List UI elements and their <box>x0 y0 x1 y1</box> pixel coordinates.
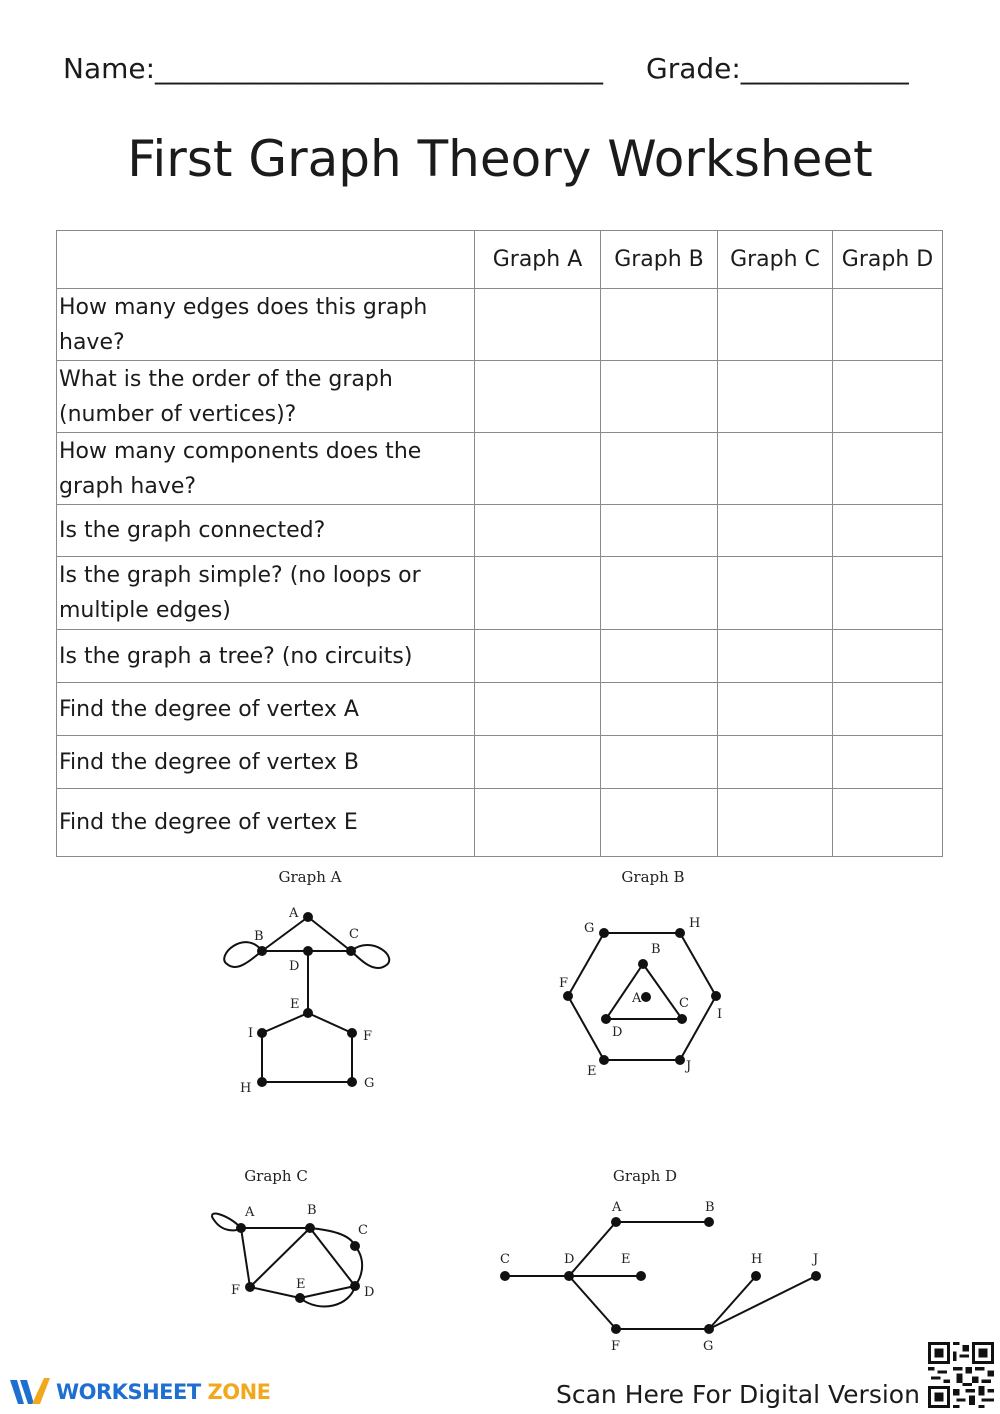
answer-cell-b[interactable] <box>601 289 718 361</box>
vertex-label: C <box>679 996 689 1011</box>
table-row <box>57 736 943 789</box>
vertex-label: G <box>584 921 595 936</box>
vertex <box>500 1271 510 1281</box>
question-cell <box>57 789 475 857</box>
column-header: Graph A <box>475 231 601 289</box>
edge <box>310 1228 355 1286</box>
answer-cell-b[interactable] <box>601 630 718 683</box>
question-line: How many edges does this graph <box>59 294 428 320</box>
vertex-label: D <box>564 1252 575 1267</box>
graph-b-title: Graph B <box>621 868 685 886</box>
vertex <box>257 1028 267 1038</box>
triangle-edges <box>606 964 682 1019</box>
logo-word-worksheet: WORKSHEET <box>56 1380 201 1404</box>
logo-wordmark <box>56 1380 271 1404</box>
edge <box>250 1287 300 1298</box>
loop-edge <box>224 942 262 967</box>
answer-cell-d[interactable] <box>833 630 943 683</box>
answer-cell-c[interactable] <box>718 557 833 630</box>
vertex-label: H <box>689 916 701 931</box>
graph-figures <box>0 856 1000 1354</box>
worksheet-zone-logo[interactable] <box>8 1376 271 1408</box>
question-cell <box>57 630 475 683</box>
answer-cell-d[interactable] <box>833 505 943 557</box>
answer-cell-b[interactable] <box>601 557 718 630</box>
vertex-label: E <box>587 1064 597 1079</box>
vertex <box>257 946 267 956</box>
pentagon-edges <box>262 1013 352 1082</box>
column-header: Graph B <box>601 231 718 289</box>
answer-cell-d[interactable] <box>833 789 943 857</box>
answer-cell-c[interactable] <box>718 505 833 557</box>
edge <box>569 1276 616 1329</box>
vertex <box>711 991 721 1001</box>
vertex <box>638 959 648 969</box>
edge <box>709 1276 816 1329</box>
question-cell <box>57 505 475 557</box>
answer-cell-c[interactable] <box>718 289 833 361</box>
edge <box>241 1228 250 1287</box>
answer-cell-b[interactable] <box>601 505 718 557</box>
vertex-label: H <box>751 1252 763 1267</box>
graph-a <box>224 917 389 1082</box>
vertex-label: B <box>307 1203 317 1218</box>
graph-d-title: Graph D <box>612 1167 678 1185</box>
graph-d <box>505 1222 819 1329</box>
vertex <box>611 1217 621 1227</box>
answer-cell-d[interactable] <box>833 736 943 789</box>
corner-cell <box>57 231 475 289</box>
question-line: Is the graph connected? <box>59 518 326 543</box>
vertex-label: E <box>621 1252 631 1267</box>
answer-cell-a[interactable] <box>475 630 601 683</box>
table-row <box>57 361 943 433</box>
vertex-label: C <box>358 1223 368 1238</box>
vertex <box>303 1008 313 1018</box>
vertex-label: A <box>245 1205 255 1220</box>
question-line: multiple edges) <box>59 598 231 623</box>
question-cell <box>57 433 475 505</box>
vertex-label: J <box>686 1059 692 1074</box>
vertex <box>636 1271 646 1281</box>
vertex <box>303 946 313 956</box>
answer-cell-c[interactable] <box>718 736 833 789</box>
question-line: graph have? <box>59 473 197 499</box>
vertex <box>257 1077 267 1087</box>
question-line: Is the graph simple? (no loops or <box>59 563 421 588</box>
vertex <box>675 1055 685 1065</box>
vertex <box>564 1271 574 1281</box>
vertex-label: C <box>349 927 359 942</box>
vertex-label: B <box>705 1200 715 1215</box>
table-row <box>57 630 943 683</box>
answer-cell-a[interactable] <box>475 789 601 857</box>
name-field-label: Name:________________________________ <box>63 52 604 85</box>
vertex <box>811 1271 821 1281</box>
vertex-label: D <box>289 959 300 974</box>
vertex-label: A <box>632 991 642 1006</box>
question-cell <box>57 361 475 433</box>
qr-code-icon[interactable] <box>928 1342 994 1408</box>
answer-cell-a[interactable] <box>475 505 601 557</box>
answer-cell-a[interactable] <box>475 557 601 630</box>
answer-cell-c[interactable] <box>718 630 833 683</box>
edge <box>308 917 351 951</box>
answer-cell-a[interactable] <box>475 361 601 433</box>
table-row <box>57 505 943 557</box>
vertex-label: G <box>364 1076 375 1091</box>
edge <box>300 1286 355 1298</box>
edge <box>709 1276 756 1329</box>
vertex-label: B <box>651 942 661 957</box>
vertex-label: E <box>290 997 300 1012</box>
question-line: Find the degree of vertex A <box>59 696 359 722</box>
edge <box>569 1222 616 1276</box>
vertex <box>236 1223 246 1233</box>
answer-cell-c[interactable] <box>718 683 833 736</box>
answer-cell-b[interactable] <box>601 433 718 505</box>
table-header-row <box>57 231 943 289</box>
answer-cell-a[interactable] <box>475 736 601 789</box>
vertex <box>704 1324 714 1334</box>
vertex <box>611 1324 621 1334</box>
question-cell <box>57 736 475 789</box>
vertex <box>347 1077 357 1087</box>
vertex <box>563 991 573 1001</box>
logo-word-zone: ZONE <box>207 1380 271 1404</box>
answer-cell-a[interactable] <box>475 683 601 736</box>
scan-instruction: Scan Here For Digital Version <box>556 1380 920 1409</box>
answer-cell-b[interactable] <box>601 736 718 789</box>
column-header: Graph C <box>718 231 833 289</box>
table-row <box>57 683 943 736</box>
vertex <box>601 1014 611 1024</box>
question-table <box>56 230 943 857</box>
vertex <box>675 928 685 938</box>
question-line: Is the graph a tree? (no circuits) <box>59 643 413 669</box>
vertex <box>599 1055 609 1065</box>
question-cell <box>57 557 475 630</box>
vertex-label: F <box>231 1283 241 1298</box>
vertex-label: B <box>254 929 264 944</box>
vertex <box>303 912 313 922</box>
vertex-label: I <box>248 1026 254 1041</box>
vertex <box>350 1281 360 1291</box>
answer-cell-d[interactable] <box>833 683 943 736</box>
answer-cell-a[interactable] <box>475 289 601 361</box>
edge <box>355 1246 362 1286</box>
vertex <box>295 1293 305 1303</box>
vertex-label: H <box>240 1081 252 1096</box>
question-line: (number of vertices)? <box>59 401 297 427</box>
vertex-label: G <box>703 1339 714 1354</box>
table-row <box>57 789 943 857</box>
question-line: Find the degree of vertex B <box>59 749 359 775</box>
vertex-label: A <box>289 906 299 921</box>
table-row <box>57 433 943 505</box>
vertex <box>346 946 356 956</box>
column-header: Graph D <box>833 231 943 289</box>
vertex-label: A <box>612 1200 622 1215</box>
vertex-label: F <box>611 1339 621 1354</box>
vertex-label: E <box>296 1277 306 1292</box>
vertex <box>704 1217 714 1227</box>
vertex-label: D <box>364 1285 375 1300</box>
loop-edge <box>351 945 389 968</box>
answer-cell-d[interactable] <box>833 289 943 361</box>
vertex-label: D <box>612 1025 623 1040</box>
vertex-label: I <box>717 1007 723 1022</box>
answer-cell-a[interactable] <box>475 433 601 505</box>
graph-c-title: Graph C <box>244 1167 308 1185</box>
answer-cell-b[interactable] <box>601 683 718 736</box>
grade-field-label: Grade:____________ <box>646 52 909 85</box>
vertex <box>599 928 609 938</box>
vertex <box>350 1241 360 1251</box>
graph-a-title: Graph A <box>278 868 342 886</box>
vertex-label: J <box>813 1252 819 1267</box>
question-line: How many components does the <box>59 438 422 464</box>
table-row <box>57 557 943 630</box>
vertex <box>347 1028 357 1038</box>
answer-cell-c[interactable] <box>718 361 833 433</box>
answer-cell-c[interactable] <box>718 433 833 505</box>
edge <box>262 917 308 951</box>
vertex <box>641 992 651 1002</box>
question-line: Find the degree of vertex E <box>59 810 358 835</box>
question-line: What is the order of the graph <box>59 366 393 392</box>
question-cell <box>57 683 475 736</box>
vertex-label: F <box>559 976 569 991</box>
answer-cell-b[interactable] <box>601 361 718 433</box>
answer-cell-b[interactable] <box>601 789 718 857</box>
vertex <box>751 1271 761 1281</box>
vertex <box>245 1282 255 1292</box>
vertex-label: C <box>500 1252 510 1267</box>
page-title: First Graph Theory Worksheet <box>127 130 873 188</box>
answer-cell-d[interactable] <box>833 361 943 433</box>
table-row <box>57 289 943 361</box>
question-cell <box>57 289 475 361</box>
vertex-label: F <box>363 1029 373 1044</box>
answer-cell-d[interactable] <box>833 433 943 505</box>
answer-cell-c[interactable] <box>718 789 833 857</box>
answer-cell-d[interactable] <box>833 557 943 630</box>
vertex <box>677 1014 687 1024</box>
vertex <box>305 1223 315 1233</box>
logo-w-icon <box>8 1376 52 1408</box>
question-line: have? <box>59 329 125 355</box>
